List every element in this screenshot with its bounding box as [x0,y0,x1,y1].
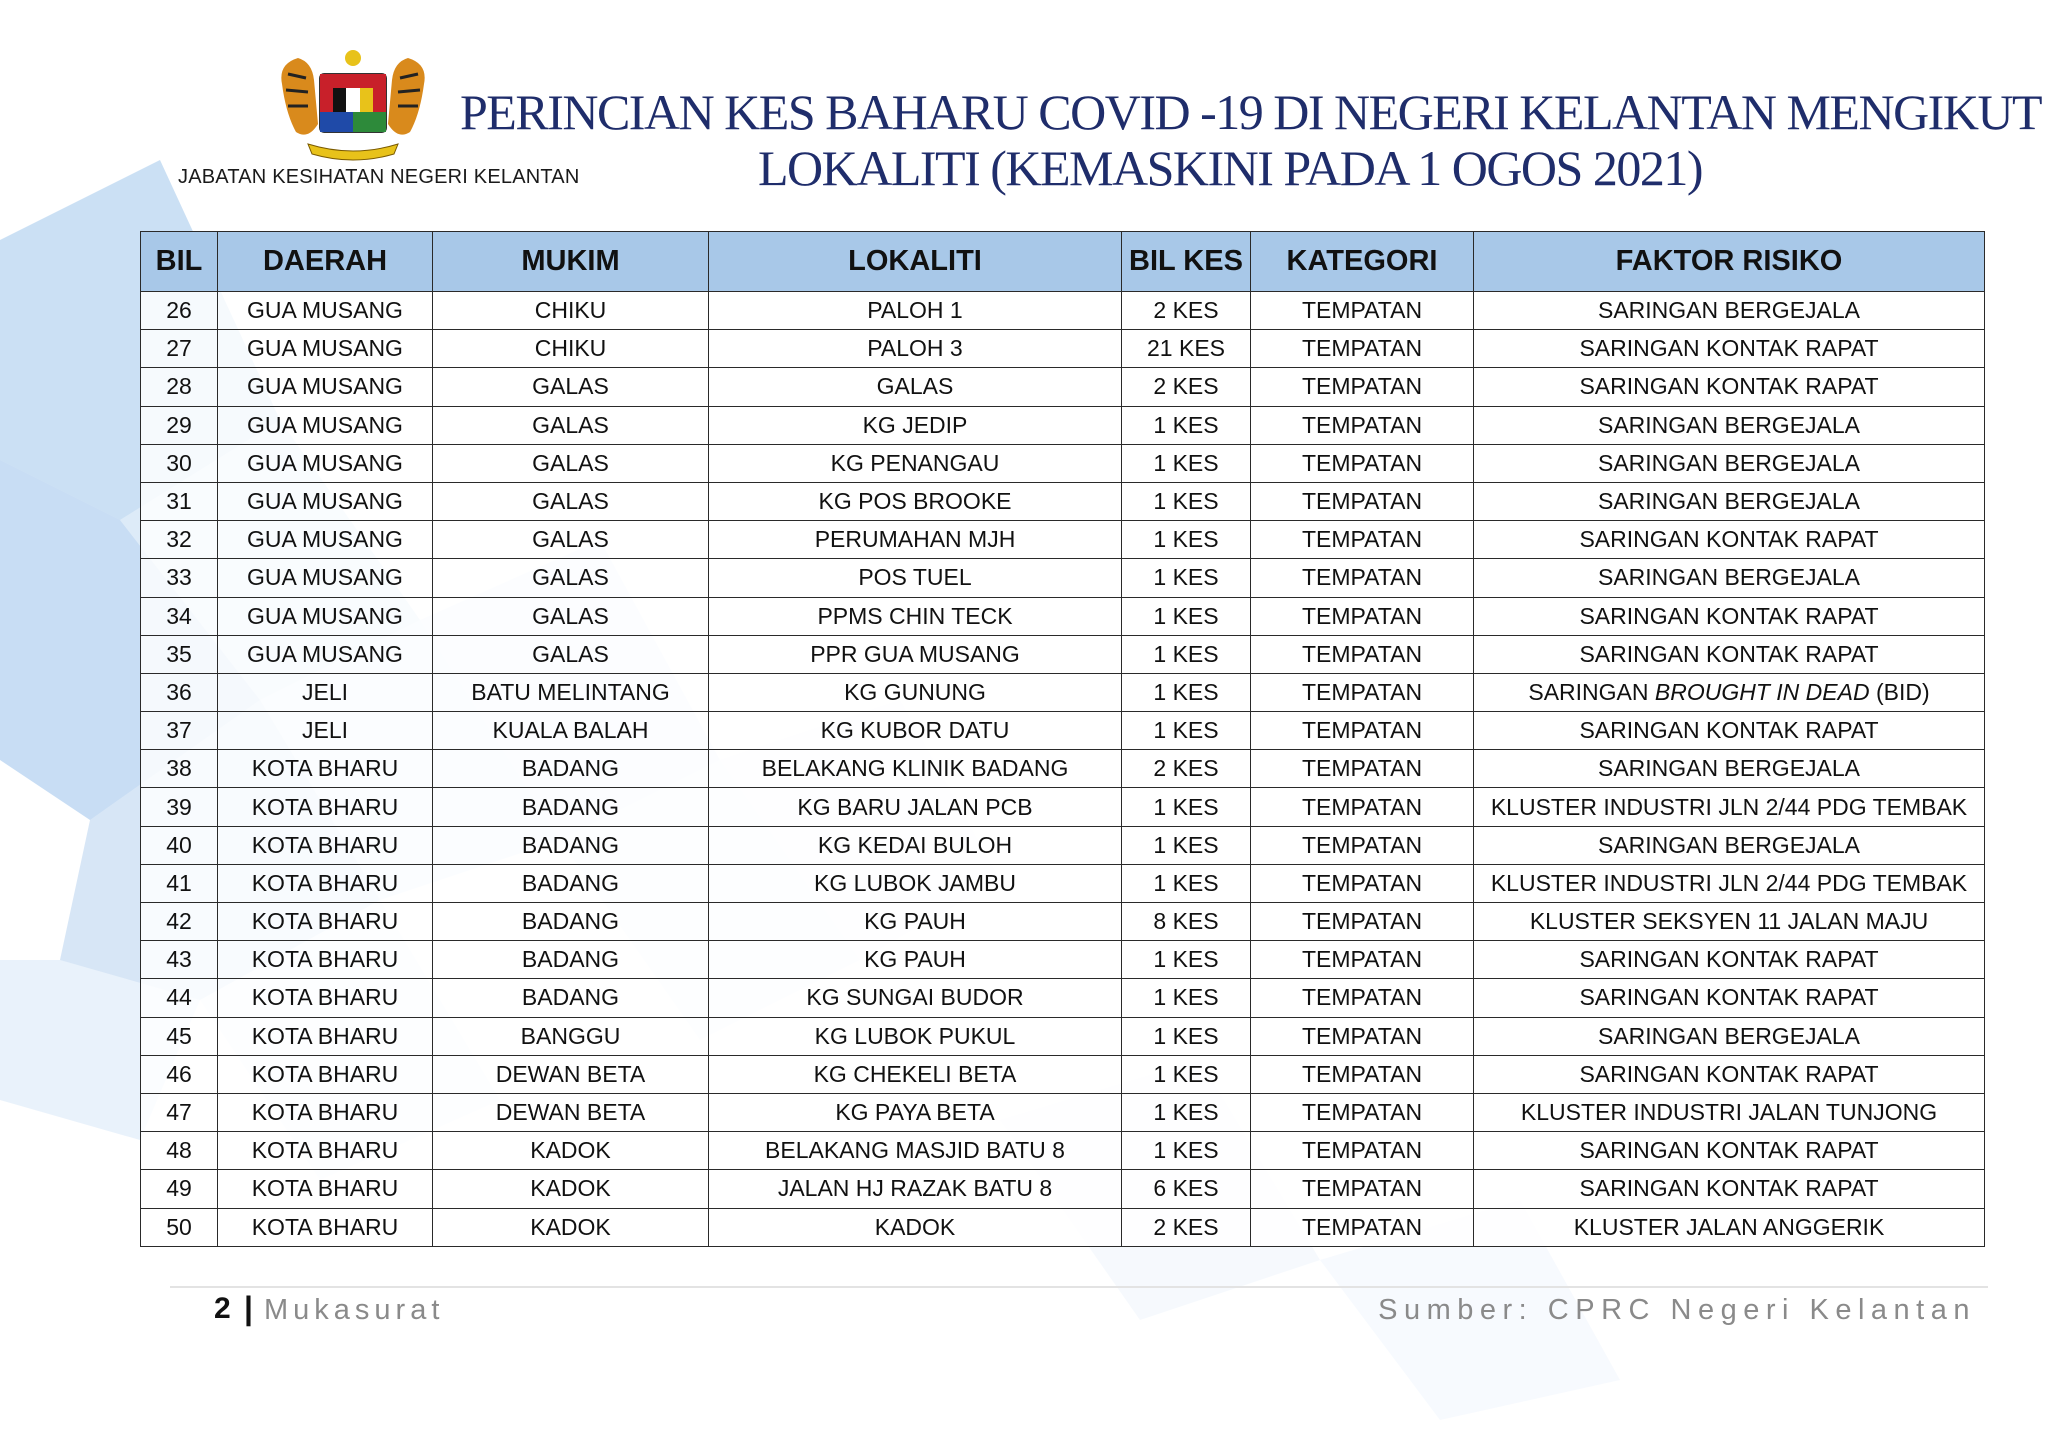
cell-lokaliti: PPMS CHIN TECK [709,597,1122,635]
cell-kategori: TEMPATAN [1251,941,1474,979]
cell-lokaliti: KG SUNGAI BUDOR [709,979,1122,1017]
cell-bil: 46 [141,1055,218,1093]
cell-mukim: GALAS [433,406,709,444]
table-row [141,1132,1985,1170]
cell-mukim: BADANG [433,903,709,941]
cell-faktor-risiko: KLUSTER INDUSTRI JLN 2/44 PDG TEMBAK [1474,788,1985,826]
cell-bil: 33 [141,559,218,597]
cell-bil-kes: 1 KES [1122,1132,1251,1170]
cell-bil-kes: 1 KES [1122,635,1251,673]
table-row [141,1170,1985,1208]
table-row [141,712,1985,750]
cell-bil: 50 [141,1208,218,1246]
cell-faktor-risiko: SARINGAN BERGEJALA [1474,750,1985,788]
page-number: 2 [214,1292,231,1325]
cell-lokaliti: KG KEDAI BULOH [709,826,1122,864]
cell-daerah: KOTA BHARU [218,1132,433,1170]
cell-kategori: TEMPATAN [1251,1093,1474,1131]
cell-daerah: KOTA BHARU [218,1055,433,1093]
cell-kategori: TEMPATAN [1251,712,1474,750]
table-row [141,788,1985,826]
cell-bil-kes: 21 KES [1122,330,1251,368]
page-label: Mukasurat [264,1294,445,1326]
cell-mukim: BANGGU [433,1017,709,1055]
cell-daerah: KOTA BHARU [218,750,433,788]
cell-faktor-risiko: SARINGAN KONTAK RAPAT [1474,521,1985,559]
cell-kategori: TEMPATAN [1251,750,1474,788]
cell-daerah: JELI [218,712,433,750]
cell-bil-kes: 1 KES [1122,521,1251,559]
cell-faktor-risiko: SARINGAN BROUGHT IN DEAD (BID) [1474,673,1985,711]
cell-lokaliti: KG PENANGAU [709,444,1122,482]
cell-bil: 34 [141,597,218,635]
cell-bil-kes: 1 KES [1122,864,1251,902]
title-line-1: PERINCIAN KES BAHARU COVID -19 DI NEGERI KELANTAN MENGIKUT [460,84,2042,140]
cell-daerah: KOTA BHARU [218,979,433,1017]
cell-daerah: KOTA BHARU [218,1170,433,1208]
table-row [141,903,1985,941]
cell-lokaliti: KG KUBOR DATU [709,712,1122,750]
table-row [141,826,1985,864]
cell-lokaliti: KG POS BROOKE [709,482,1122,520]
cell-daerah: GUA MUSANG [218,330,433,368]
table-body [141,292,1985,1247]
cell-bil-kes: 2 KES [1122,1208,1251,1246]
column-header-bil-kes: BIL KES [1122,232,1251,292]
cell-bil-kes: 1 KES [1122,444,1251,482]
cell-bil: 48 [141,1132,218,1170]
cell-kategori: TEMPATAN [1251,521,1474,559]
cell-daerah: KOTA BHARU [218,788,433,826]
cell-faktor-risiko: SARINGAN KONTAK RAPAT [1474,1055,1985,1093]
cell-daerah: KOTA BHARU [218,1093,433,1131]
table-row [141,1208,1985,1246]
cell-kategori: TEMPATAN [1251,597,1474,635]
cell-lokaliti: KG LUBOK PUKUL [709,1017,1122,1055]
cell-bil-kes: 1 KES [1122,559,1251,597]
cell-kategori: TEMPATAN [1251,559,1474,597]
cell-daerah: GUA MUSANG [218,482,433,520]
table-row [141,368,1985,406]
cell-kategori: TEMPATAN [1251,1017,1474,1055]
cell-lokaliti: KG PAUH [709,903,1122,941]
table-row [141,635,1985,673]
cell-kategori: TEMPATAN [1251,1170,1474,1208]
cell-daerah: KOTA BHARU [218,826,433,864]
cell-daerah: GUA MUSANG [218,292,433,330]
cell-kategori: TEMPATAN [1251,368,1474,406]
table-row [141,1055,1985,1093]
cell-mukim: KADOK [433,1208,709,1246]
cell-faktor-risiko: SARINGAN KONTAK RAPAT [1474,368,1985,406]
column-header-daerah: DAERAH [218,232,433,292]
cell-bil-kes: 1 KES [1122,712,1251,750]
cell-mukim: BADANG [433,788,709,826]
cell-lokaliti: PPR GUA MUSANG [709,635,1122,673]
table-row [141,750,1985,788]
cell-bil: 30 [141,444,218,482]
footer-divider [170,1286,1988,1288]
page-separator: | [244,1290,253,1326]
cell-mukim: BADANG [433,826,709,864]
cell-kategori: TEMPATAN [1251,864,1474,902]
cell-daerah: GUA MUSANG [218,444,433,482]
cell-mukim: KADOK [433,1170,709,1208]
cell-bil: 41 [141,864,218,902]
cell-mukim: CHIKU [433,330,709,368]
cell-mukim: BADANG [433,979,709,1017]
cell-bil: 26 [141,292,218,330]
cell-daerah: GUA MUSANG [218,635,433,673]
cell-mukim: GALAS [433,635,709,673]
cell-lokaliti: KG BARU JALAN PCB [709,788,1122,826]
cell-bil-kes: 1 KES [1122,406,1251,444]
cell-lokaliti: GALAS [709,368,1122,406]
cell-bil: 35 [141,635,218,673]
cell-kategori: TEMPATAN [1251,635,1474,673]
cell-faktor-risiko: SARINGAN KONTAK RAPAT [1474,941,1985,979]
cell-kategori: TEMPATAN [1251,1132,1474,1170]
column-header-lokaliti: LOKALITI [709,232,1122,292]
coat-of-arms-logo [268,44,438,164]
cell-faktor-risiko: KLUSTER JALAN ANGGERIK [1474,1208,1985,1246]
cell-lokaliti: PERUMAHAN MJH [709,521,1122,559]
column-header-kategori: KATEGORI [1251,232,1474,292]
cell-mukim: GALAS [433,444,709,482]
cell-lokaliti: JALAN HJ RAZAK BATU 8 [709,1170,1122,1208]
cell-lokaliti: POS TUEL [709,559,1122,597]
cell-mukim: BADANG [433,750,709,788]
cell-mukim: BADANG [433,864,709,902]
cell-bil-kes: 2 KES [1122,750,1251,788]
cell-lokaliti: BELAKANG KLINIK BADANG [709,750,1122,788]
column-header-mukim: MUKIM [433,232,709,292]
cell-daerah: KOTA BHARU [218,1208,433,1246]
cell-bil: 36 [141,673,218,711]
cell-bil: 43 [141,941,218,979]
cell-bil-kes: 1 KES [1122,1055,1251,1093]
cell-mukim: KUALA BALAH [433,712,709,750]
cell-mukim: DEWAN BETA [433,1093,709,1131]
cell-bil: 28 [141,368,218,406]
cell-faktor-risiko: SARINGAN KONTAK RAPAT [1474,635,1985,673]
cell-faktor-risiko: SARINGAN BERGEJALA [1474,444,1985,482]
source-credit: Sumber: CPRC Negeri Kelantan [1378,1294,1976,1326]
cell-faktor-risiko: SARINGAN KONTAK RAPAT [1474,1170,1985,1208]
column-header-faktor-risiko: FAKTOR RISIKO [1474,232,1985,292]
cell-bil: 49 [141,1170,218,1208]
cell-faktor-risiko: SARINGAN BERGEJALA [1474,292,1985,330]
cell-lokaliti: KG CHEKELI BETA [709,1055,1122,1093]
table-row [141,482,1985,520]
cell-lokaliti: KG LUBOK JAMBU [709,864,1122,902]
cell-mukim: BATU MELINTANG [433,673,709,711]
cell-kategori: TEMPATAN [1251,1055,1474,1093]
cell-bil: 38 [141,750,218,788]
cell-faktor-risiko: SARINGAN BERGEJALA [1474,826,1985,864]
cell-bil-kes: 2 KES [1122,292,1251,330]
cell-mukim: GALAS [433,521,709,559]
cell-bil: 29 [141,406,218,444]
cell-kategori: TEMPATAN [1251,444,1474,482]
cell-kategori: TEMPATAN [1251,330,1474,368]
cell-daerah: KOTA BHARU [218,1017,433,1055]
column-header-bil: BIL [141,232,218,292]
cell-bil: 31 [141,482,218,520]
cell-bil-kes: 1 KES [1122,788,1251,826]
table-row [141,330,1985,368]
cell-bil: 44 [141,979,218,1017]
cell-faktor-risiko: SARINGAN KONTAK RAPAT [1474,979,1985,1017]
cell-faktor-risiko: SARINGAN KONTAK RAPAT [1474,1132,1985,1170]
cell-mukim: KADOK [433,1132,709,1170]
cell-kategori: TEMPATAN [1251,292,1474,330]
cell-lokaliti: PALOH 1 [709,292,1122,330]
cell-bil: 27 [141,330,218,368]
cell-mukim: CHIKU [433,292,709,330]
table-row [141,864,1985,902]
table-row [141,941,1985,979]
cell-mukim: DEWAN BETA [433,1055,709,1093]
cell-lokaliti: KADOK [709,1208,1122,1246]
cell-lokaliti: KG GUNUNG [709,673,1122,711]
cell-kategori: TEMPATAN [1251,788,1474,826]
cell-bil-kes: 1 KES [1122,941,1251,979]
cell-faktor-risiko: SARINGAN KONTAK RAPAT [1474,712,1985,750]
cell-bil-kes: 8 KES [1122,903,1251,941]
cell-faktor-risiko: KLUSTER SEKSYEN 11 JALAN MAJU [1474,903,1985,941]
cell-daerah: GUA MUSANG [218,559,433,597]
cell-faktor-risiko: SARINGAN KONTAK RAPAT [1474,330,1985,368]
cell-daerah: KOTA BHARU [218,903,433,941]
cell-bil: 45 [141,1017,218,1055]
cell-bil-kes: 1 KES [1122,482,1251,520]
cell-daerah: JELI [218,673,433,711]
table-row [141,521,1985,559]
cell-faktor-risiko: SARINGAN BERGEJALA [1474,406,1985,444]
cell-bil-kes: 2 KES [1122,368,1251,406]
table-row [141,559,1985,597]
cell-bil: 32 [141,521,218,559]
cell-faktor-risiko: SARINGAN KONTAK RAPAT [1474,597,1985,635]
cell-bil: 39 [141,788,218,826]
cell-bil: 40 [141,826,218,864]
cell-faktor-risiko: SARINGAN BERGEJALA [1474,1017,1985,1055]
table-header-row [141,232,1985,292]
cell-bil: 42 [141,903,218,941]
table-row [141,444,1985,482]
table-row [141,1093,1985,1131]
cell-bil-kes: 1 KES [1122,979,1251,1017]
table-row [141,406,1985,444]
department-name: JABATAN KESIHATAN NEGERI KELANTAN [178,166,580,188]
cell-kategori: TEMPATAN [1251,903,1474,941]
italic-phrase: BROUGHT IN DEAD [1654,678,1870,705]
cell-bil-kes: 1 KES [1122,826,1251,864]
table-row [141,292,1985,330]
cell-lokaliti: KG JEDIP [709,406,1122,444]
cell-faktor-risiko: KLUSTER INDUSTRI JLN 2/44 PDG TEMBAK [1474,864,1985,902]
cell-faktor-risiko: SARINGAN BERGEJALA [1474,482,1985,520]
cell-lokaliti: KG PAUH [709,941,1122,979]
title-line-2: LOKALITI (KEMASKINI PADA 1 OGOS 2021) [757,140,1702,196]
cell-faktor-risiko: SARINGAN BERGEJALA [1474,559,1985,597]
cell-daerah: GUA MUSANG [218,597,433,635]
cell-mukim: GALAS [433,597,709,635]
cell-faktor-risiko: KLUSTER INDUSTRI JALAN TUNJONG [1474,1093,1985,1131]
cell-bil-kes: 1 KES [1122,673,1251,711]
cell-kategori: TEMPATAN [1251,1208,1474,1246]
cell-daerah: KOTA BHARU [218,864,433,902]
cell-bil-kes: 6 KES [1122,1170,1251,1208]
cell-lokaliti: KG PAYA BETA [709,1093,1122,1131]
table-row [141,979,1985,1017]
cell-bil: 37 [141,712,218,750]
table-row [141,1017,1985,1055]
cell-kategori: TEMPATAN [1251,673,1474,711]
table-row [141,673,1985,711]
cell-bil-kes: 1 KES [1122,1093,1251,1131]
cell-mukim: GALAS [433,559,709,597]
cell-bil-kes: 1 KES [1122,597,1251,635]
cell-kategori: TEMPATAN [1251,482,1474,520]
cell-mukim: GALAS [433,482,709,520]
cell-lokaliti: PALOH 3 [709,330,1122,368]
cell-daerah: KOTA BHARU [218,941,433,979]
cell-mukim: BADANG [433,941,709,979]
cell-daerah: GUA MUSANG [218,368,433,406]
page-title [460,84,2042,196]
cell-daerah: GUA MUSANG [218,521,433,559]
cell-kategori: TEMPATAN [1251,979,1474,1017]
cell-lokaliti: BELAKANG MASJID BATU 8 [709,1132,1122,1170]
table-row [141,597,1985,635]
cases-table [140,231,1985,1247]
cell-mukim: GALAS [433,368,709,406]
cell-daerah: GUA MUSANG [218,406,433,444]
cell-bil-kes: 1 KES [1122,1017,1251,1055]
cell-kategori: TEMPATAN [1251,406,1474,444]
cell-kategori: TEMPATAN [1251,826,1474,864]
cell-bil: 47 [141,1093,218,1131]
